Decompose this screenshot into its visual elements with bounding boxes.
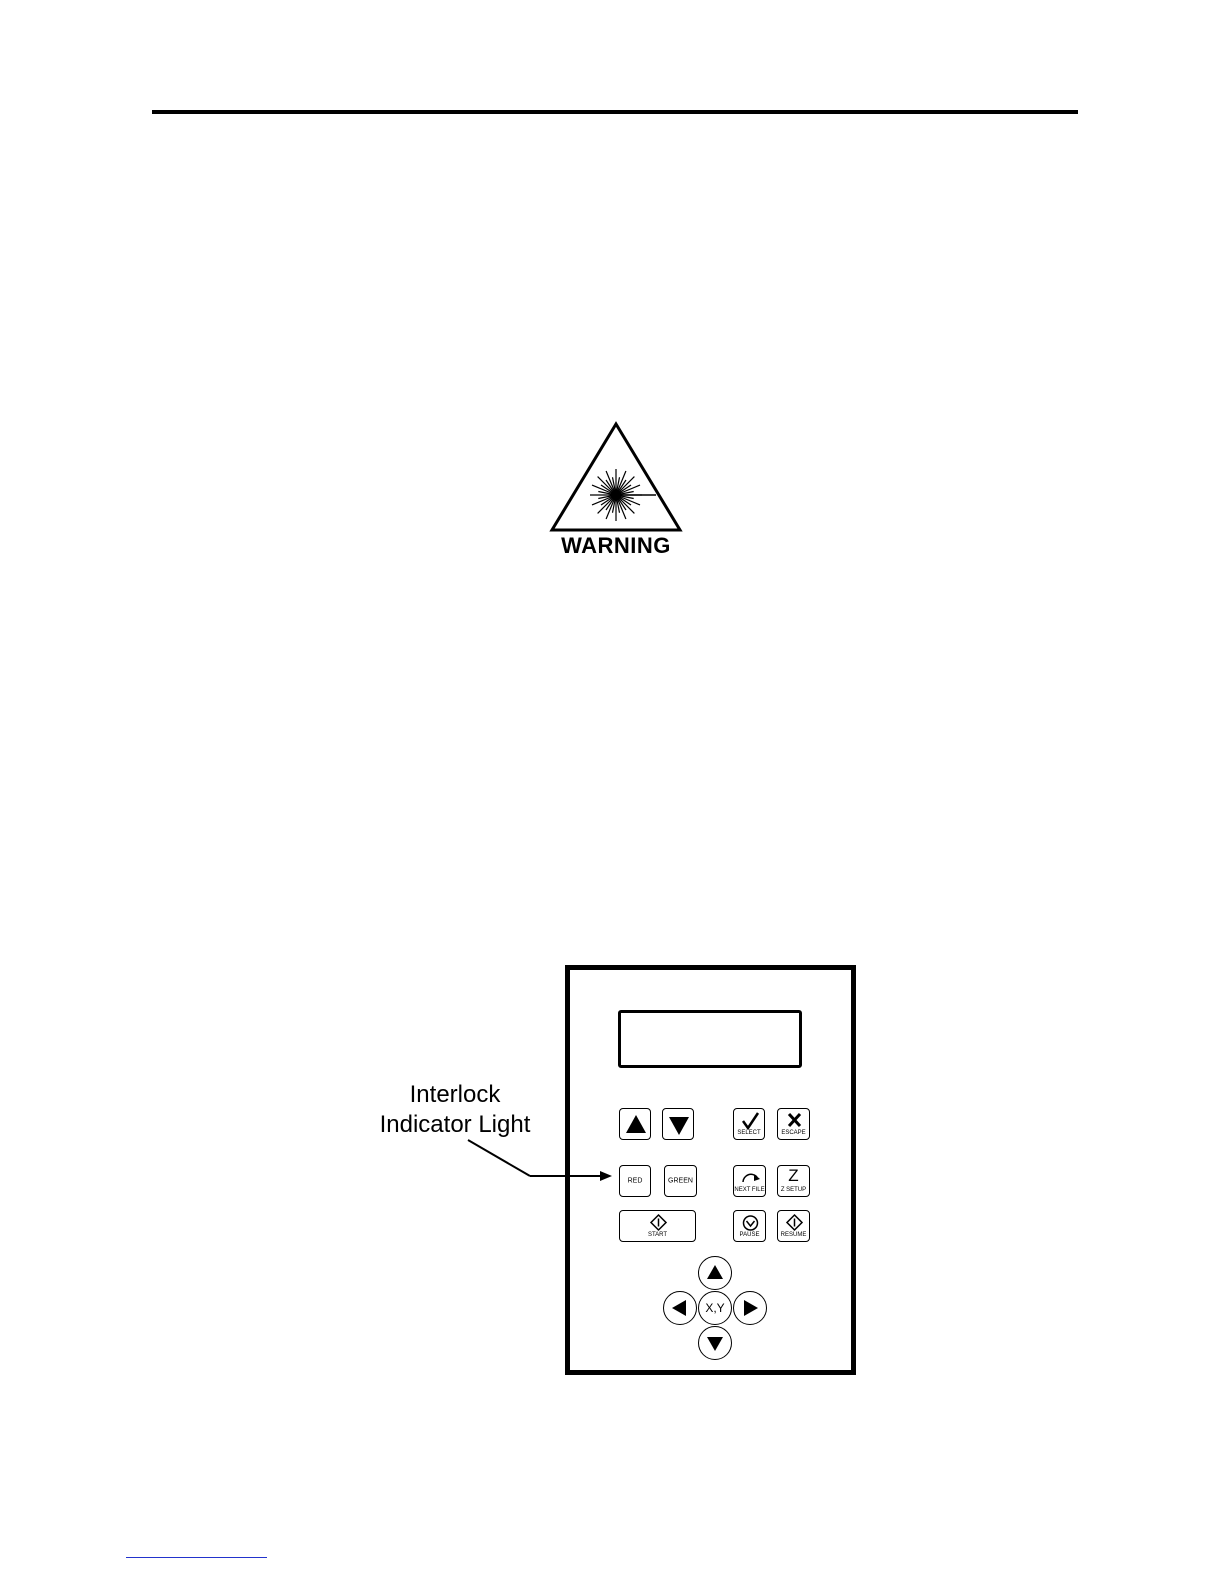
callout-line-1: Interlock (409, 1081, 501, 1108)
warning-text: WARNING (561, 533, 671, 558)
start-label: START (647, 1232, 668, 1238)
next-file-label: NEXT FILE (734, 1187, 765, 1193)
xy-label: X,Y (705, 1301, 725, 1315)
resume-label: RESUME (780, 1232, 807, 1238)
footer-link-underline[interactable] (126, 1557, 267, 1558)
green-label: GREEN (668, 1177, 693, 1185)
select-label: SELECT (737, 1130, 761, 1136)
escape-label: ESCAPE (781, 1130, 806, 1136)
callout-line-2: Indicator Light (379, 1111, 531, 1138)
interlock-callout (360, 1080, 550, 1140)
z-glyph: Z (788, 1166, 799, 1185)
red-label: RED (627, 1177, 643, 1185)
z-setup-label: Z SETUP (780, 1187, 807, 1193)
pause-label: PAUSE (739, 1232, 760, 1238)
